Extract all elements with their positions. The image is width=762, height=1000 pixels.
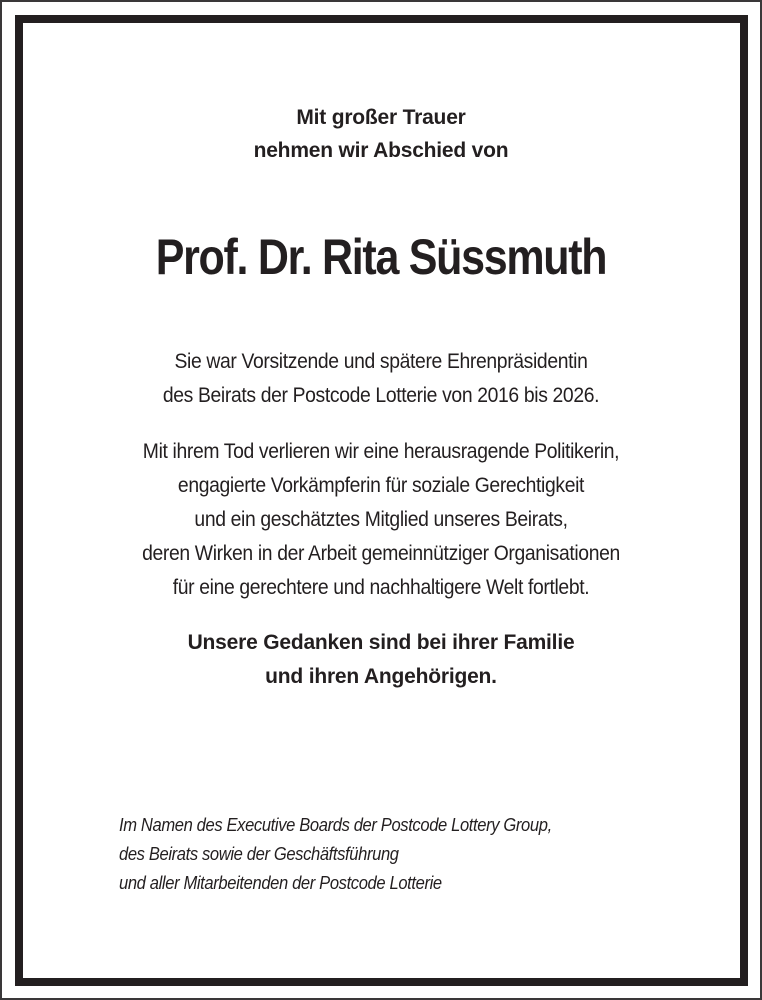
tribute-line-1: Mit ihrem Tod verlieren wir eine herausragende Politikerin, (142, 439, 620, 463)
signoff-line-3: und aller Mitarbeitenden der Postcode Lotterie (119, 873, 442, 893)
role-line-1: Sie war Vorsitzende und spätere Ehrenpräsidentin (174, 349, 588, 373)
condolence-line-2: und ihren Angehörigen. (265, 665, 497, 688)
role-line-2: des Beirats der Postcode Lotterie von 2016 bis 2026. (162, 383, 600, 407)
tribute-line-4: deren Wirken in der Arbeit gemeinnütziger Organisationen (142, 541, 620, 565)
intro-line-1: Mit großer Trauer (296, 106, 466, 129)
tribute-line-5: für eine gerechtere und nachhaltigere Welt fortlebt. (172, 575, 590, 599)
signoff-line-2: des Beirats sowie der Geschäftsführung (119, 844, 399, 864)
tribute-line-3: und ein geschätztes Mitglied unseres Beirats, (194, 507, 568, 531)
signoff-line-1: Im Namen des Executive Boards der Postcode Lottery Group, (119, 815, 552, 835)
intro-line-2: nehmen wir Abschied von (253, 139, 509, 162)
condolence-line-1: Unsere Gedanken sind bei ihrer Familie (187, 631, 575, 654)
deceased-name-heading: Prof. Dr. Rita Süssmuth (155, 229, 607, 285)
tribute-line-2: engagierte Vorkämpferin für soziale Gerechtigkeit (177, 473, 585, 497)
